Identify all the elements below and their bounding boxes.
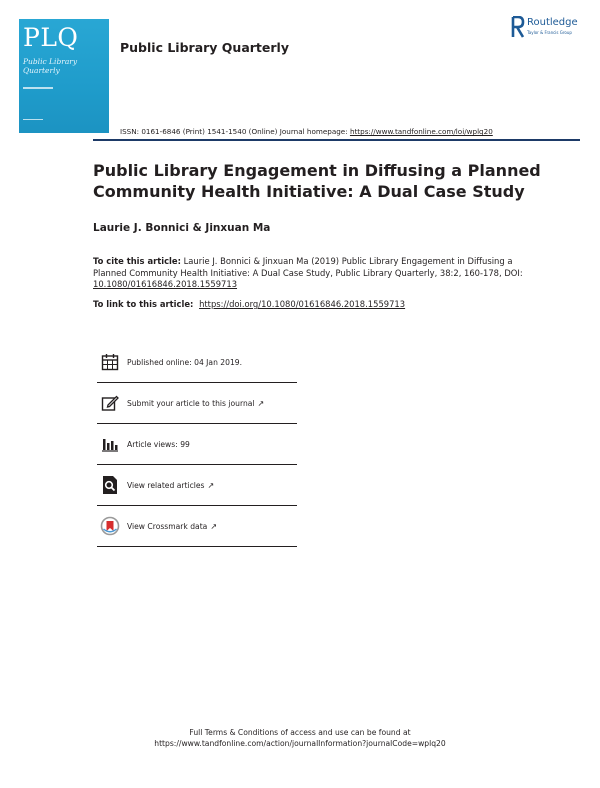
citation-text: Laurie J. Bonnici & Jinxuan Ma (2019) Public Library Engagement in Diffusing a Planned Community Health Initiative: A Dual Case Study, Public Library Quarterly, 38:2, 160-178, DOI: xyxy=(93,256,523,278)
article-title: Public Library Engagement in Diffusing a Planned Community Health Initiative: A Dual Case Study xyxy=(93,161,541,201)
crossmark-link[interactable]: View Crossmark data xyxy=(127,521,208,531)
bar-chart-icon xyxy=(99,433,121,455)
article-views-text: Article views: 99 xyxy=(127,439,190,449)
cover-decoration xyxy=(23,119,43,120)
related-articles-link[interactable]: View related articles xyxy=(127,480,205,490)
article-link-label: To link to this article: xyxy=(93,299,194,309)
publisher-name: Routledge xyxy=(527,17,578,28)
citation-doi-link[interactable]: 10.1080/01616846.2018.1559713 xyxy=(93,279,238,289)
cover-subtitle: Public Library Quarterly xyxy=(23,57,78,75)
related-articles-row[interactable] xyxy=(97,465,297,506)
cover-title: PLQ xyxy=(23,23,79,52)
crossmark-icon xyxy=(99,515,121,537)
issn-text: ISSN: 0161-6846 (Print) 1541-1540 (Online) Journal homepage: xyxy=(120,127,350,136)
journal-homepage-link[interactable]: https://www.tandfonline.com/loi/wplq20 xyxy=(349,127,493,136)
crossmark-row[interactable] xyxy=(97,506,297,547)
article-views-row xyxy=(97,424,297,465)
footer xyxy=(0,727,600,749)
header-rule xyxy=(93,139,580,141)
search-document-icon xyxy=(99,474,121,496)
article-authors: Laurie J. Bonnici & Jinxuan Ma xyxy=(93,222,271,234)
publisher-logo xyxy=(511,16,591,40)
article-doi-url[interactable]: https://doi.org/10.1080/01616846.2018.1559713 xyxy=(199,299,406,309)
citation xyxy=(93,256,523,291)
footer-terms-text: Full Terms & Conditions of access and use can be found at xyxy=(189,728,411,737)
footer-terms-url[interactable]: https://www.tandfonline.com/action/journalInformation?journalCode=wplq20 xyxy=(154,739,446,748)
routledge-logo-icon xyxy=(511,16,525,38)
submit-article-link[interactable]: Submit your article to this journal xyxy=(127,398,255,408)
article-link-line xyxy=(93,299,405,309)
submit-article-row[interactable] xyxy=(97,383,297,424)
calendar-icon xyxy=(99,351,121,373)
published-online-row xyxy=(97,342,297,383)
citation-label: To cite this article: xyxy=(93,256,181,266)
external-link-icon: ↗ xyxy=(210,521,218,531)
issn-line xyxy=(120,127,493,136)
external-link-icon: ↗ xyxy=(257,398,265,408)
article-metadata-list xyxy=(97,342,297,547)
cover-decoration xyxy=(23,87,53,89)
journal-name: Public Library Quarterly xyxy=(120,40,289,55)
published-online-text: Published online: 04 Jan 2019. xyxy=(127,357,243,367)
journal-cover xyxy=(19,19,109,133)
publisher-tagline: Taylor & Francis Group xyxy=(527,30,572,35)
edit-icon xyxy=(99,392,121,414)
external-link-icon: ↗ xyxy=(207,480,215,490)
